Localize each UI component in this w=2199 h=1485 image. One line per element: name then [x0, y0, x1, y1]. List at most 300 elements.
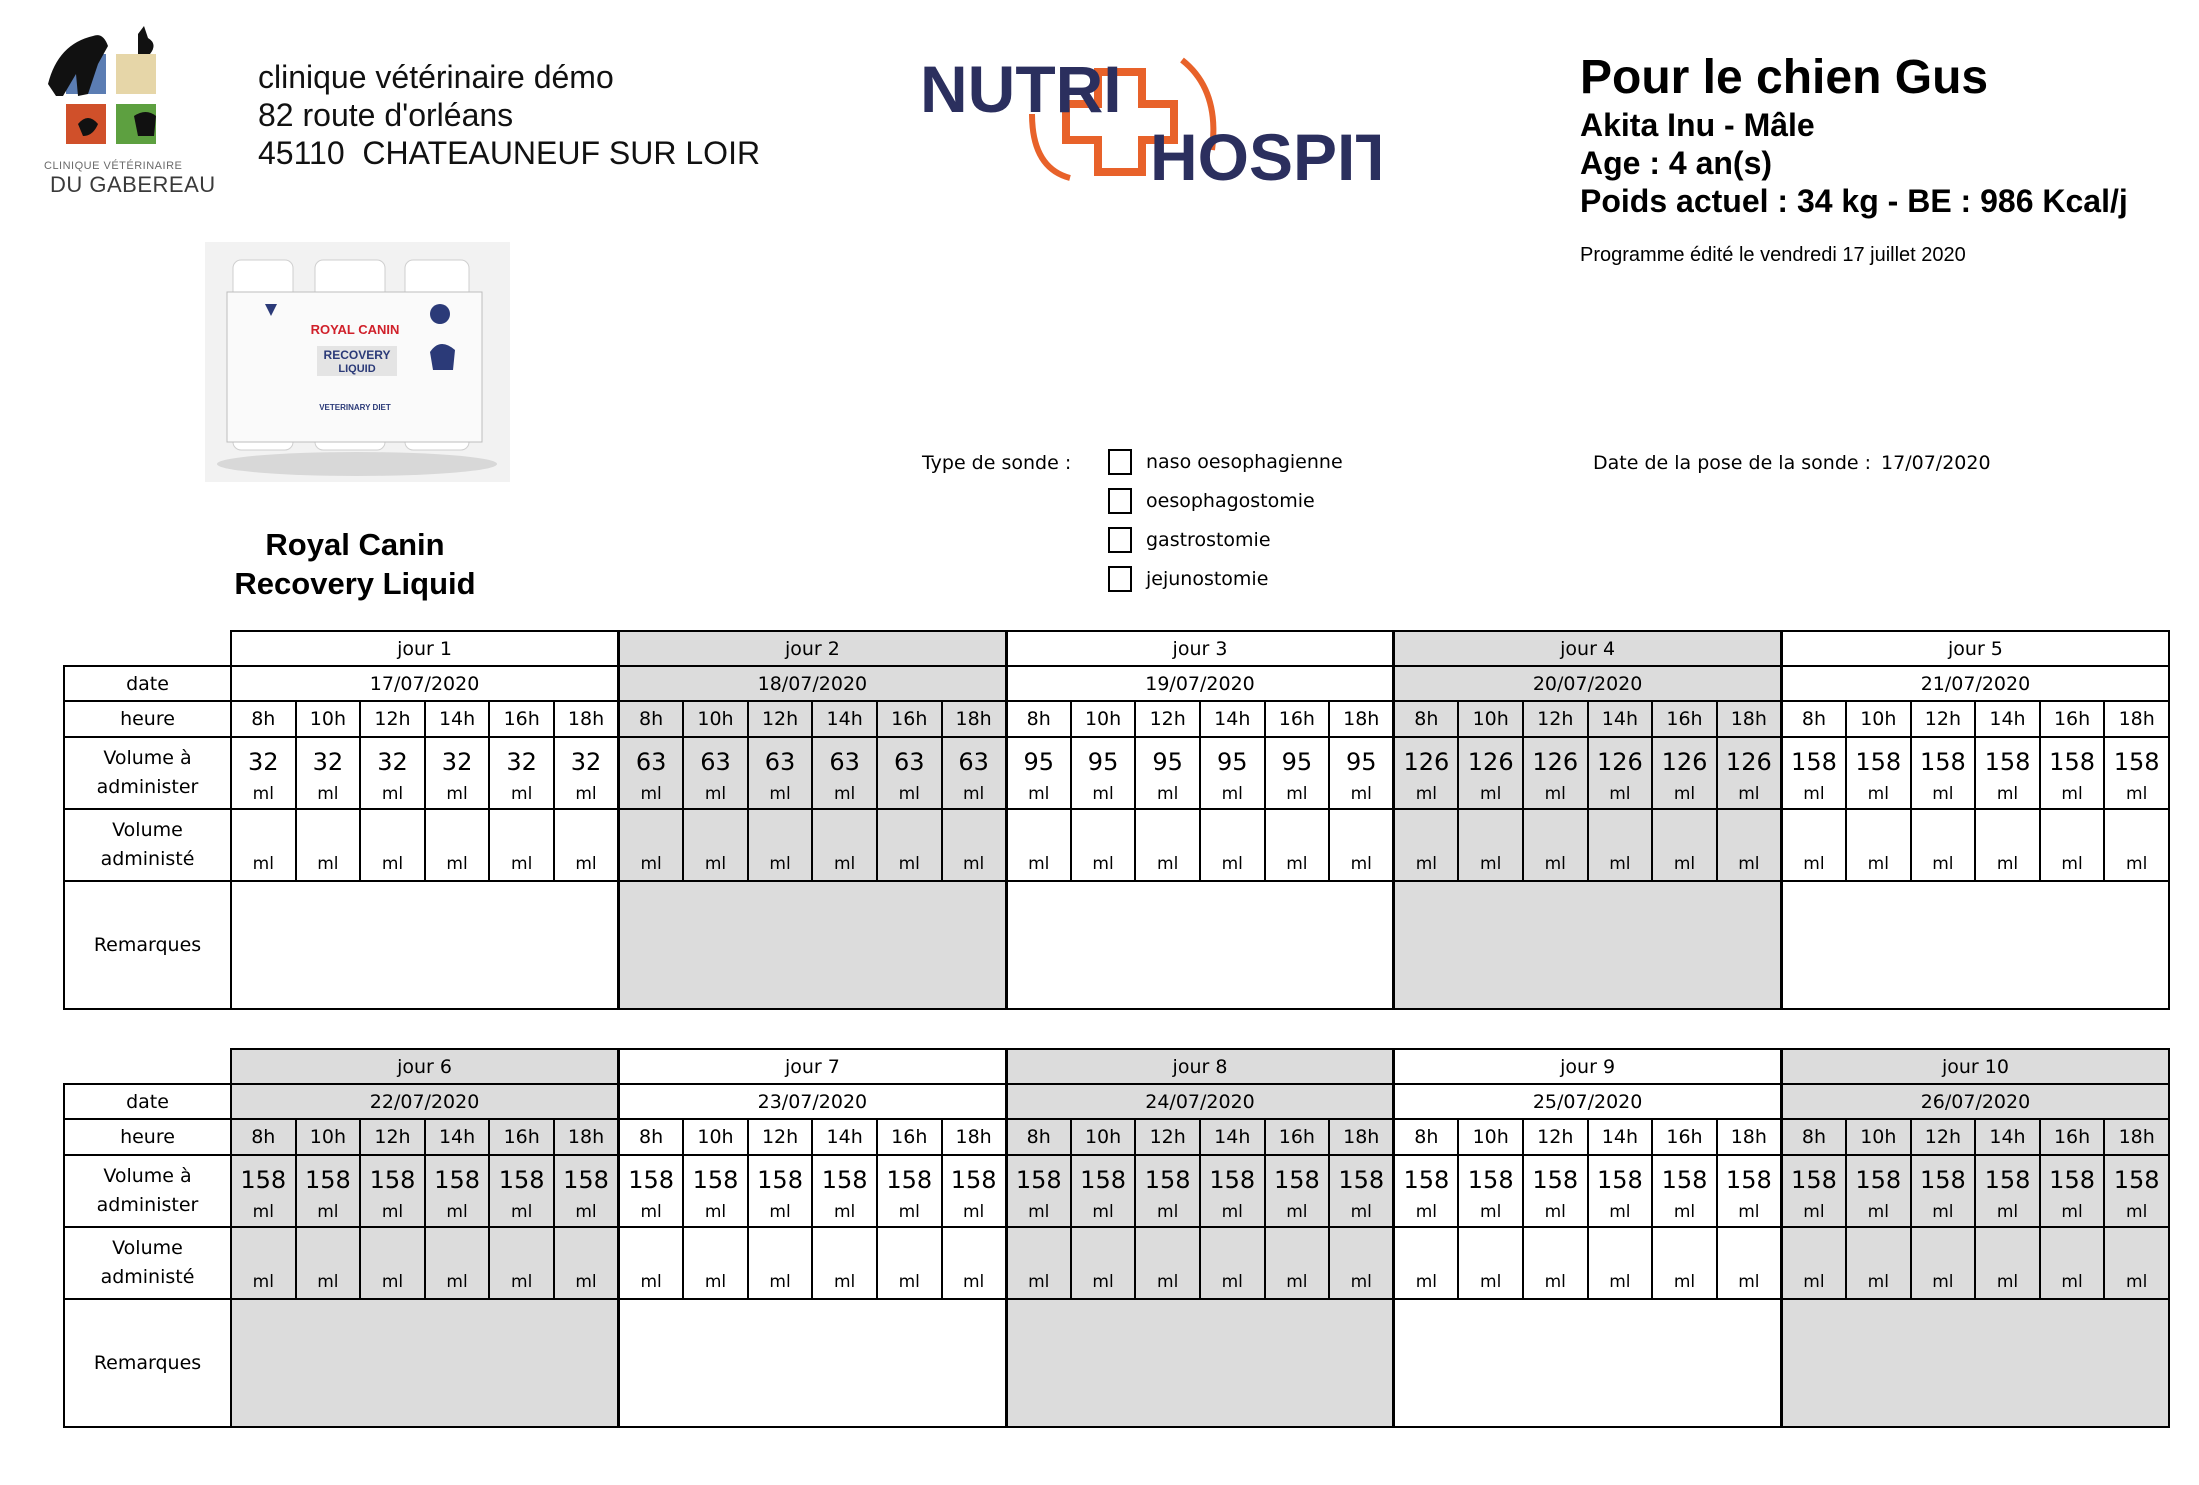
- volume-unit: ml: [1738, 854, 1760, 874]
- volume-value: 158: [2113, 1166, 2160, 1194]
- volume-to-administer-cell: [1071, 1155, 1136, 1227]
- volume-unit: ml: [1286, 854, 1308, 874]
- volume-administered-cell[interactable]: [1588, 809, 1653, 881]
- volume-administered-cell[interactable]: [1781, 809, 1846, 881]
- tube-option-gastrostomie[interactable]: [1108, 525, 1271, 555]
- volume-unit: ml: [446, 854, 468, 874]
- volume-unit: ml: [1480, 1272, 1502, 1292]
- volume-value: 158: [1532, 1166, 1579, 1194]
- volume-unit: ml: [1157, 1202, 1179, 1222]
- volume-value: 126: [1725, 748, 1772, 776]
- hour-cell: 18h: [2104, 1119, 2169, 1155]
- row-label-line: administer: [96, 1194, 199, 1216]
- volume-to-administer-cell: [1652, 1155, 1717, 1227]
- clinic-address-line: 82 route d'orléans: [258, 97, 514, 133]
- volume-administered-cell[interactable]: [942, 1227, 1007, 1299]
- volume-unit: ml: [1092, 854, 1114, 874]
- volume-unit: ml: [1673, 1272, 1696, 1292]
- product-pack-icon: [205, 242, 510, 482]
- volume-unit: ml: [1609, 854, 1631, 874]
- volume-unit: ml: [1996, 1272, 2019, 1292]
- volume-value: 158: [304, 1166, 351, 1194]
- tube-option-oesophagostomie[interactable]: [1108, 486, 1315, 516]
- volume-unit: ml: [1286, 1272, 1308, 1292]
- volume-value: 63: [764, 748, 796, 776]
- volume-unit: ml: [834, 1272, 856, 1292]
- corner-cell: [64, 631, 231, 666]
- volume-to-administer-cell: [360, 737, 425, 809]
- remarks-cell[interactable]: [1781, 881, 2169, 1009]
- hour-cell: 12h: [360, 1119, 425, 1155]
- volume-administered-cell[interactable]: [360, 1227, 425, 1299]
- volume-value: 158: [886, 1166, 933, 1194]
- volume-administered-cell[interactable]: [231, 1227, 296, 1299]
- volume-administered-cell[interactable]: [1975, 809, 2040, 881]
- hour-cell: 8h: [1006, 701, 1071, 737]
- row-dates: [64, 1084, 2169, 1119]
- volume-unit: ml: [704, 1272, 727, 1292]
- day-date: 20/07/2020: [1394, 666, 1782, 701]
- hour-cell: 12h: [360, 701, 425, 737]
- volume-to-administer-cell: [1200, 1155, 1265, 1227]
- volume-value: 158: [434, 1166, 480, 1194]
- nutri-hospit-logo: [920, 50, 1380, 200]
- volume-unit: ml: [704, 1202, 727, 1222]
- volume-administered-cell[interactable]: [2040, 1227, 2105, 1299]
- row-remarks: [64, 881, 2169, 1009]
- volume-unit: ml: [1544, 854, 1566, 874]
- volume-administered-cell[interactable]: [425, 1227, 490, 1299]
- day-label: jour 6: [231, 1049, 619, 1084]
- patient-age: Age : 4 an(s): [1580, 145, 1773, 181]
- clinic-address: [258, 58, 760, 172]
- volume-unit: ml: [2061, 854, 2083, 874]
- volume-to-administer-cell: [683, 737, 748, 809]
- volume-administered-cell[interactable]: [942, 809, 1007, 881]
- volume-to-administer-cell: [812, 1155, 877, 1227]
- volume-value: 158: [1725, 1166, 1772, 1194]
- remarks-cell[interactable]: [619, 881, 1007, 1009]
- hour-cell: 12h: [1135, 701, 1200, 737]
- tube-placement-date: [1593, 452, 2001, 474]
- day-date: 26/07/2020: [1781, 1084, 2169, 1119]
- volume-to-administer-cell: [231, 737, 296, 809]
- volume-unit: ml: [1350, 1202, 1372, 1222]
- volume-administered-cell[interactable]: [748, 809, 813, 881]
- row-label-hour: heure: [64, 701, 231, 737]
- volume-administered-cell[interactable]: [1071, 1227, 1136, 1299]
- volume-value: 95: [1216, 748, 1248, 776]
- row-label-line: administer: [96, 776, 199, 798]
- tube-type-label: Type de sonde :: [922, 452, 1072, 474]
- volume-value: 32: [441, 748, 473, 776]
- volume-unit: ml: [1609, 784, 1631, 804]
- volume-unit: ml: [1157, 854, 1179, 874]
- volume-to-administer-cell: [1523, 1155, 1588, 1227]
- volume-value: 32: [570, 748, 602, 776]
- volume-unit: ml: [640, 784, 662, 804]
- volume-value: 158: [1661, 1166, 1708, 1194]
- hour-cell: 14h: [1588, 701, 1653, 737]
- program-edit-date: Programme édité le vendredi 17 juillet 2020: [1580, 244, 1966, 266]
- volume-administered-cell[interactable]: [1458, 1227, 1523, 1299]
- volume-unit: ml: [1803, 1202, 1825, 1222]
- volume-to-administer-cell: [1265, 737, 1330, 809]
- hour-cell: 14h: [812, 1119, 877, 1155]
- volume-unit: ml: [1415, 854, 1437, 874]
- remarks-cell[interactable]: [619, 1299, 1007, 1427]
- volume-value: 95: [1087, 748, 1119, 776]
- row-label-line: administé: [100, 1266, 195, 1288]
- volume-unit: ml: [317, 1202, 339, 1222]
- volume-unit: ml: [1028, 1202, 1050, 1222]
- volume-administered-cell[interactable]: [1846, 1227, 1911, 1299]
- tube-option-label: naso oesophagienne: [1146, 451, 1343, 473]
- volume-administered-cell[interactable]: [1717, 809, 1782, 881]
- tube-option-label: gastrostomie: [1146, 529, 1271, 551]
- hour-cell: 8h: [1394, 1119, 1459, 1155]
- volume-to-administer-cell: [1394, 1155, 1459, 1227]
- hour-cell: 16h: [2040, 1119, 2105, 1155]
- volume-unit: ml: [769, 854, 791, 874]
- checkbox[interactable]: [1108, 566, 1132, 592]
- clinic-address-line: 45110 CHATEAUNEUF SUR LOIR: [258, 135, 761, 171]
- volume-administered-cell[interactable]: [1135, 1227, 1200, 1299]
- volume-unit: ml: [1350, 784, 1372, 804]
- volume-unit: ml: [1028, 854, 1050, 874]
- volume-administered-cell[interactable]: [1652, 1227, 1717, 1299]
- volume-unit: ml: [1221, 854, 1243, 874]
- volume-unit: ml: [1932, 1202, 1954, 1222]
- pack-name-1: RECOVERY: [323, 348, 391, 362]
- volume-to-administer-cell: [2040, 1155, 2105, 1227]
- remarks-cell[interactable]: [1006, 881, 1394, 1009]
- volume-administered-cell[interactable]: [1071, 809, 1136, 881]
- volume-administered-cell[interactable]: [812, 809, 877, 881]
- volume-unit: ml: [1544, 1202, 1566, 1222]
- volume-unit: ml: [1867, 854, 1889, 874]
- row-label-line: administé: [100, 848, 195, 870]
- nutri-hospit-logo-graphic: [920, 50, 1380, 200]
- hour-cell: 16h: [877, 701, 942, 737]
- day-date: 23/07/2020: [619, 1084, 1007, 1119]
- volume-value: 63: [893, 748, 925, 776]
- volume-administered-cell[interactable]: [1329, 1227, 1394, 1299]
- remarks-cell[interactable]: [1394, 1299, 1782, 1427]
- volume-administered-cell[interactable]: [1458, 809, 1523, 881]
- volume-value: 32: [506, 748, 537, 776]
- volume-unit: ml: [2126, 1202, 2148, 1222]
- volume-administered-cell[interactable]: [489, 1227, 554, 1299]
- volume-administered-cell[interactable]: [812, 1227, 877, 1299]
- volume-unit: ml: [1092, 1272, 1114, 1292]
- day-label: jour 2: [619, 631, 1007, 666]
- day-date: 19/07/2020: [1006, 666, 1394, 701]
- volume-administered-cell[interactable]: [296, 809, 361, 881]
- volume-unit: ml: [575, 1272, 597, 1292]
- volume-administered-cell[interactable]: [554, 1227, 619, 1299]
- remarks-cell[interactable]: [231, 881, 619, 1009]
- volume-unit: ml: [1867, 784, 1889, 804]
- volume-to-administer-cell: [360, 1155, 425, 1227]
- hour-cell: 10h: [1846, 701, 1911, 737]
- volume-value: 158: [1080, 1166, 1126, 1194]
- volume-value: 158: [692, 1166, 739, 1194]
- volume-value: 158: [950, 1166, 997, 1194]
- day-label: jour 10: [1781, 1049, 2169, 1084]
- volume-administered-cell[interactable]: [1975, 1227, 2040, 1299]
- hour-cell: 8h: [619, 1119, 684, 1155]
- volume-administered-cell[interactable]: [1781, 1227, 1846, 1299]
- volume-to-administer-cell: [425, 1155, 490, 1227]
- clinic-logo-caption: CLINIQUE VÉTÉRINAIRE: [44, 160, 183, 172]
- tube-option-jejunostomie[interactable]: [1108, 564, 1268, 594]
- volume-value: 158: [1209, 1166, 1256, 1194]
- hour-cell: 18h: [554, 701, 619, 737]
- volume-value: 63: [700, 748, 731, 776]
- volume-administered-cell[interactable]: [1265, 1227, 1330, 1299]
- volume-administered-cell[interactable]: [619, 809, 684, 881]
- checkbox[interactable]: [1108, 449, 1132, 475]
- hour-cell: 10h: [683, 1119, 748, 1155]
- hour-cell: 14h: [1975, 1119, 2040, 1155]
- volume-unit: ml: [1673, 784, 1696, 804]
- day-label: jour 9: [1394, 1049, 1782, 1084]
- volume-administered-cell[interactable]: [2104, 1227, 2169, 1299]
- hour-cell: 16h: [1265, 1119, 1330, 1155]
- volume-to-administer-cell: [554, 737, 619, 809]
- day-label: jour 8: [1006, 1049, 1394, 1084]
- volume-unit: ml: [1544, 1272, 1566, 1292]
- volume-administered-cell[interactable]: [877, 1227, 942, 1299]
- hour-cell: 16h: [489, 1119, 554, 1155]
- volume-administered-cell[interactable]: [1006, 809, 1071, 881]
- checkbox[interactable]: [1108, 488, 1132, 514]
- volume-value: 158: [2049, 1166, 2095, 1194]
- volume-administered-cell[interactable]: [231, 809, 296, 881]
- hour-cell: 16h: [489, 701, 554, 737]
- row-label-volume-to-administer: [64, 737, 231, 809]
- volume-unit: ml: [1867, 1272, 1889, 1292]
- hour-cell: 10h: [1846, 1119, 1911, 1155]
- day-label: jour 3: [1006, 631, 1394, 666]
- volume-unit: ml: [1609, 1272, 1631, 1292]
- volume-unit: ml: [446, 784, 468, 804]
- volume-administered-cell[interactable]: [1200, 1227, 1265, 1299]
- remarks-cell[interactable]: [1006, 1299, 1394, 1427]
- volume-administered-cell[interactable]: [1006, 1227, 1071, 1299]
- checkbox[interactable]: [1108, 527, 1132, 553]
- hour-cell: 8h: [1006, 1119, 1071, 1155]
- row-label-line: Volume à: [103, 747, 192, 769]
- tube-option-naso[interactable]: [1108, 447, 1343, 477]
- volume-unit: ml: [898, 1202, 920, 1222]
- volume-unit: ml: [640, 1202, 662, 1222]
- volume-administered-cell[interactable]: [1200, 809, 1265, 881]
- volume-administered-cell[interactable]: [1135, 809, 1200, 881]
- hour-cell: 12h: [1523, 701, 1588, 737]
- volume-administered-cell[interactable]: [1846, 809, 1911, 881]
- volume-to-administer-cell: [1394, 737, 1459, 809]
- volume-unit: ml: [381, 1272, 404, 1292]
- volume-unit: ml: [2061, 1202, 2083, 1222]
- volume-value: 158: [563, 1166, 609, 1194]
- volume-unit: ml: [1415, 1202, 1437, 1222]
- day-date: 25/07/2020: [1394, 1084, 1782, 1119]
- volume-administered-cell[interactable]: [1523, 809, 1588, 881]
- volume-to-administer-cell: [1135, 1155, 1200, 1227]
- day-date: 24/07/2020: [1006, 1084, 1394, 1119]
- volume-unit: ml: [1480, 854, 1502, 874]
- volume-to-administer-cell: [942, 737, 1007, 809]
- row-hours: [64, 1119, 2169, 1155]
- volume-unit: ml: [1415, 784, 1437, 804]
- row-volume-to-administer: [64, 1155, 2169, 1227]
- row-volume-administered: [64, 1227, 2169, 1299]
- volume-administered-cell[interactable]: [1911, 1227, 1976, 1299]
- volume-value: 158: [498, 1166, 545, 1194]
- volume-unit: ml: [252, 854, 274, 874]
- volume-unit: ml: [1286, 784, 1308, 804]
- volume-administered-cell[interactable]: [425, 809, 490, 881]
- volume-administered-cell[interactable]: [554, 809, 619, 881]
- volume-unit: ml: [1996, 1202, 2019, 1222]
- volume-administered-cell[interactable]: [619, 1227, 684, 1299]
- volume-to-administer-cell: [1911, 737, 1976, 809]
- corner-cell: [64, 1049, 231, 1084]
- volume-to-administer-cell: [2104, 1155, 2169, 1227]
- volume-unit: ml: [575, 1202, 597, 1222]
- row-label-date: date: [64, 1084, 231, 1119]
- volume-value: 158: [1273, 1166, 1320, 1194]
- volume-value: 63: [829, 748, 860, 776]
- volume-unit: ml: [1221, 784, 1243, 804]
- volume-value: 158: [1855, 1166, 1902, 1194]
- volume-unit: ml: [381, 854, 404, 874]
- volume-value: 95: [1281, 748, 1313, 776]
- hour-cell: 16h: [1265, 701, 1330, 737]
- feeding-table-days-1-5: [63, 630, 2170, 1010]
- volume-administered-cell[interactable]: [877, 809, 942, 881]
- volume-to-administer-cell: [812, 737, 877, 809]
- remarks-cell[interactable]: [1781, 1299, 2169, 1427]
- volume-value: 158: [757, 1166, 803, 1194]
- hour-cell: 18h: [1717, 701, 1782, 737]
- tube-placement-label: Date de la pose de la sonde :: [1593, 452, 1872, 474]
- volume-to-administer-cell: [1329, 737, 1394, 809]
- volume-value: 126: [1532, 748, 1579, 776]
- volume-administered-cell[interactable]: [2040, 809, 2105, 881]
- volume-value: 63: [635, 748, 667, 776]
- volume-unit: ml: [1803, 854, 1825, 874]
- volume-unit: ml: [1028, 1272, 1050, 1292]
- volume-unit: ml: [1673, 1202, 1696, 1222]
- volume-value: 95: [1345, 748, 1377, 776]
- volume-administered-cell[interactable]: [683, 809, 748, 881]
- volume-administered-cell[interactable]: [489, 809, 554, 881]
- volume-administered-cell[interactable]: [1717, 1227, 1782, 1299]
- volume-unit: ml: [1803, 784, 1825, 804]
- volume-administered-cell[interactable]: [2104, 809, 2169, 881]
- tube-option-label: oesophagostomie: [1146, 490, 1315, 512]
- volume-unit: ml: [1415, 1272, 1437, 1292]
- volume-unit: ml: [1286, 1202, 1308, 1222]
- pack-name-2: LIQUID: [338, 363, 376, 375]
- volume-to-administer-cell: [1781, 1155, 1846, 1227]
- tube-option-label: jejunostomie: [1146, 568, 1269, 590]
- volume-unit: ml: [1609, 1202, 1631, 1222]
- volume-unit: ml: [1480, 784, 1502, 804]
- volume-unit: ml: [640, 854, 662, 874]
- volume-value: 95: [1152, 748, 1183, 776]
- volume-value: 158: [1791, 1166, 1837, 1194]
- volume-unit: ml: [252, 1202, 274, 1222]
- volume-to-administer-cell: [748, 737, 813, 809]
- volume-administered-cell[interactable]: [1911, 809, 1976, 881]
- hour-cell: 10h: [683, 701, 748, 737]
- patient-breed: Akita Inu - Mâle: [1580, 107, 1815, 143]
- volume-administered-cell[interactable]: [1394, 1227, 1459, 1299]
- volume-administered-cell[interactable]: [1523, 1227, 1588, 1299]
- volume-to-administer-cell: [489, 1155, 554, 1227]
- volume-administered-cell[interactable]: [1329, 809, 1394, 881]
- volume-administered-cell[interactable]: [360, 809, 425, 881]
- volume-unit: ml: [511, 854, 533, 874]
- remarks-cell[interactable]: [1394, 881, 1782, 1009]
- volume-to-administer-cell: [1652, 737, 1717, 809]
- volume-unit: ml: [1738, 1202, 1760, 1222]
- volume-unit: ml: [1738, 784, 1760, 804]
- hour-cell: 10h: [1071, 701, 1136, 737]
- volume-administered-cell[interactable]: [1652, 809, 1717, 881]
- volume-unit: ml: [769, 784, 791, 804]
- feeding-table-days-6-10: [63, 1048, 2170, 1428]
- hour-cell: 8h: [1781, 701, 1846, 737]
- volume-unit: ml: [962, 784, 985, 804]
- volume-administered-cell[interactable]: [1588, 1227, 1653, 1299]
- volume-to-administer-cell: [1200, 737, 1265, 809]
- volume-to-administer-cell: [489, 737, 554, 809]
- volume-value: 158: [2049, 748, 2095, 776]
- row-label-remarks: Remarques: [64, 1299, 231, 1427]
- product-name: [215, 525, 495, 603]
- row-day-labels: [64, 1049, 2169, 1084]
- row-label-line: Volume: [112, 819, 183, 841]
- volume-to-administer-cell: [1458, 737, 1523, 809]
- row-label-line: Volume: [112, 1237, 183, 1259]
- row-label-volume-administered: [64, 1227, 231, 1299]
- hour-cell: 18h: [2104, 701, 2169, 737]
- row-label-line: Volume à: [103, 1165, 192, 1187]
- volume-administered-cell[interactable]: [1265, 809, 1330, 881]
- volume-unit: ml: [834, 1202, 856, 1222]
- patient-weight: Poids actuel : 34 kg - BE : 986 Kcal/j: [1580, 183, 2128, 219]
- volume-value: 126: [1467, 748, 1514, 776]
- volume-unit: ml: [1867, 1202, 1889, 1222]
- hour-cell: 18h: [942, 701, 1007, 737]
- remarks-cell[interactable]: [231, 1299, 619, 1427]
- volume-unit: ml: [704, 784, 727, 804]
- volume-value: 158: [1338, 1166, 1385, 1194]
- volume-administered-cell[interactable]: [748, 1227, 813, 1299]
- volume-administered-cell[interactable]: [1394, 809, 1459, 881]
- volume-administered-cell[interactable]: [296, 1227, 361, 1299]
- volume-administered-cell[interactable]: [683, 1227, 748, 1299]
- volume-unit: ml: [511, 1272, 533, 1292]
- volume-unit: ml: [769, 1272, 791, 1292]
- volume-unit: ml: [2061, 1272, 2083, 1292]
- hour-cell: 18h: [1717, 1119, 1782, 1155]
